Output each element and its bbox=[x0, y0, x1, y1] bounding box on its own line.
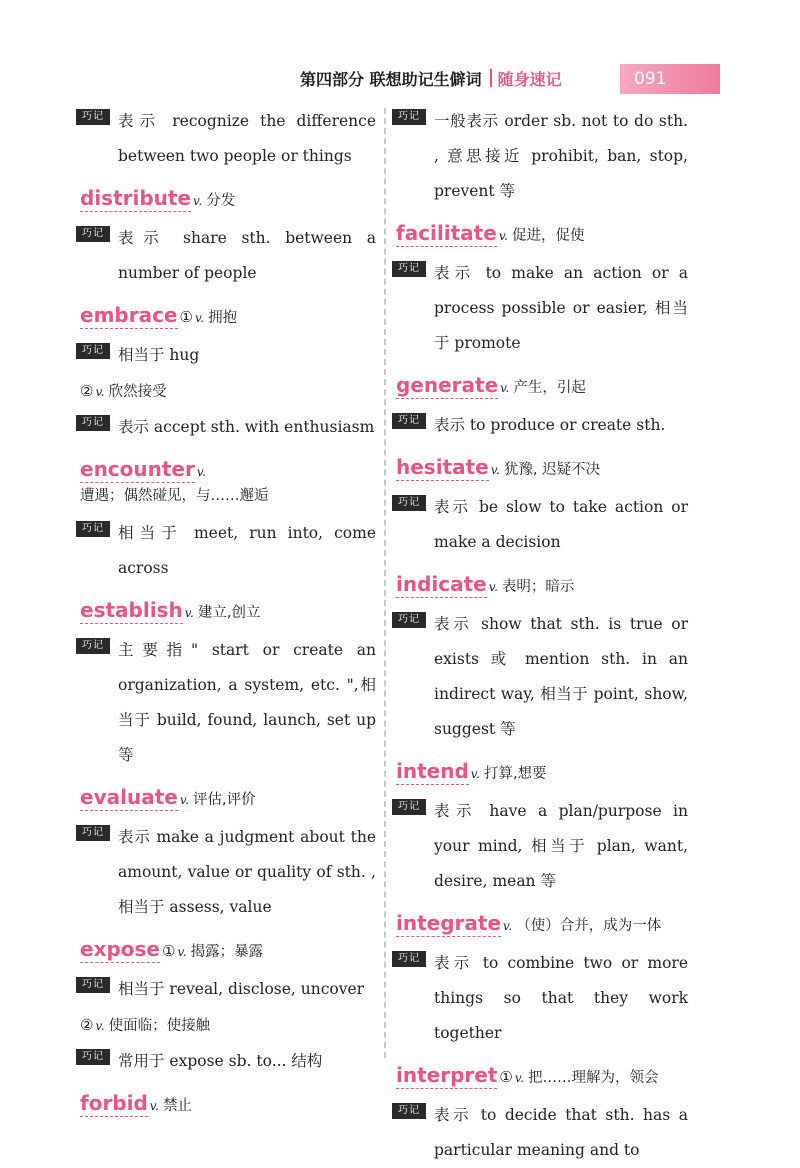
part-of-speech: v. bbox=[194, 311, 205, 325]
sense-number: ② bbox=[80, 382, 94, 400]
definition: 犹豫, 迟疑不决 bbox=[503, 462, 601, 478]
continued-note bbox=[392, 104, 688, 209]
mnemonic-badge-icon: 巧记 bbox=[76, 1049, 110, 1065]
entry-facilitate bbox=[392, 221, 688, 361]
definition: 建立,创立 bbox=[197, 605, 261, 621]
mnemonic-badge-icon: 巧记 bbox=[76, 977, 110, 993]
entry-embrace bbox=[76, 303, 376, 445]
sense-number: ① bbox=[162, 942, 176, 960]
part-of-speech: v. bbox=[470, 767, 480, 781]
headword: interpret bbox=[396, 1063, 498, 1087]
sense-number: ② bbox=[80, 1016, 94, 1034]
part-of-speech: v. bbox=[193, 194, 203, 208]
continued-note bbox=[76, 104, 376, 174]
note-text: 表示 to decide that sth. has a particular meaning and to bbox=[434, 1106, 688, 1159]
note-text: 主要指" start or create an organization, a system, etc. ",相当于 build, found, launch, set up 等 bbox=[118, 641, 376, 764]
headword: forbid bbox=[80, 1091, 148, 1115]
mnemonic-badge-icon: 巧记 bbox=[76, 638, 110, 654]
mnemonic-badge-icon: 巧记 bbox=[392, 261, 426, 277]
headword: embrace bbox=[80, 303, 178, 327]
column-divider bbox=[384, 108, 386, 1058]
definition: 使面临；使接触 bbox=[108, 1018, 211, 1034]
part-of-speech: v. bbox=[500, 381, 510, 395]
definition: 打算,想要 bbox=[483, 766, 547, 782]
mnemonic-badge-icon: 巧记 bbox=[392, 1103, 426, 1119]
header-part-title: 第四部分 联想助记生僻词 bbox=[300, 69, 482, 89]
note-text: 表示 be slow to take action or make a decision bbox=[434, 498, 688, 551]
note-text: 表示 have a plan/purpose in your mind, 相当于 plan, want, desire, mean 等 bbox=[434, 802, 688, 890]
mnemonic-badge-icon: 巧记 bbox=[76, 415, 110, 431]
definition: 把……理解为，领会 bbox=[528, 1070, 659, 1086]
mnemonic-badge-icon: 巧记 bbox=[392, 495, 426, 511]
left-column bbox=[76, 104, 376, 1126]
mnemonic-badge-icon: 巧记 bbox=[76, 343, 110, 359]
definition: 拥抱 bbox=[208, 310, 238, 326]
note-text: 表示 recognize the difference between two people or things bbox=[118, 112, 376, 165]
note-text: 表示 to combine two or more things so that they work together bbox=[434, 954, 688, 1042]
headword: intend bbox=[396, 759, 469, 783]
note-text: 表示 accept sth. with enthusiasm bbox=[118, 418, 375, 436]
headword: evaluate bbox=[80, 785, 178, 809]
entry-evaluate bbox=[76, 785, 376, 925]
header-series-title: 随身速记 bbox=[497, 69, 562, 89]
entry-indicate bbox=[392, 572, 688, 747]
note-text: 相当于 reveal, disclose, uncover bbox=[118, 980, 365, 998]
definition: 欣然接受 bbox=[108, 384, 167, 400]
note-text: 表示 share sth. between a number of people bbox=[118, 229, 376, 282]
part-of-speech: v. bbox=[179, 793, 189, 807]
definition: 分发 bbox=[206, 193, 236, 209]
entry-intend bbox=[392, 759, 688, 899]
entry-expose bbox=[76, 937, 376, 1079]
entry-generate bbox=[392, 373, 688, 443]
note-text: 相当于 meet, run into, come across bbox=[118, 524, 376, 577]
entry-interpret bbox=[392, 1063, 688, 1168]
definition: 揭露；暴露 bbox=[190, 944, 264, 960]
definition: 促进，促使 bbox=[511, 228, 585, 244]
note-text: 一般表示 order sb. not to do sth. , 意思接近 prohibit, ban, stop, prevent 等 bbox=[434, 112, 688, 200]
right-column bbox=[392, 104, 688, 1168]
headword: encounter bbox=[80, 457, 195, 481]
note-text: 表示 to make an action or a process possible or easier, 相当于 promote bbox=[434, 264, 688, 352]
mnemonic-badge-icon: 巧记 bbox=[392, 612, 426, 628]
definition: （使）合并，成为一体 bbox=[516, 918, 662, 934]
mnemonic-badge-icon: 巧记 bbox=[76, 226, 110, 242]
header-divider bbox=[490, 69, 492, 87]
note-text: 表示 show that sth. is true or exists 或 mention sth. in an indirect way, 相当于 point, show, suggest 等 bbox=[434, 615, 688, 738]
part-of-speech: v. bbox=[95, 1019, 105, 1033]
sense-number: ① bbox=[499, 1068, 513, 1086]
part-of-speech: v. bbox=[149, 1099, 159, 1113]
note-text: 表示 to produce or create sth. bbox=[434, 416, 666, 434]
part-of-speech: v. bbox=[95, 385, 105, 399]
mnemonic-badge-icon: 巧记 bbox=[392, 799, 426, 815]
definition: 遭遇；偶然碰见，与……邂逅 bbox=[80, 488, 269, 504]
part-of-speech: v. bbox=[490, 463, 500, 477]
page-number-tab bbox=[620, 64, 720, 94]
definition: 表明；暗示 bbox=[501, 579, 575, 595]
mnemonic-badge-icon: 巧记 bbox=[76, 521, 110, 537]
headword: expose bbox=[80, 937, 160, 961]
entry-forbid bbox=[76, 1091, 376, 1118]
part-of-speech: v. bbox=[498, 229, 508, 243]
mnemonic-badge-icon: 巧记 bbox=[392, 413, 426, 429]
entry-hesitate bbox=[392, 455, 688, 560]
definition: 评估,评价 bbox=[192, 792, 256, 808]
part-of-speech: v. bbox=[514, 1071, 525, 1085]
mnemonic-badge-icon: 巧记 bbox=[76, 825, 110, 841]
mnemonic-badge-icon: 巧记 bbox=[392, 109, 426, 125]
note-text: 表示 make a judgment about the amount, value or quality of sth. , 相当于 assess, value bbox=[118, 828, 376, 916]
headword: establish bbox=[80, 598, 183, 622]
headword: generate bbox=[396, 373, 499, 397]
entry-distribute bbox=[76, 186, 376, 291]
entry-integrate bbox=[392, 911, 688, 1051]
note-text: 常用于 expose sb. to... 结构 bbox=[118, 1052, 323, 1070]
sense-number: ① bbox=[179, 308, 193, 326]
headword: integrate bbox=[396, 911, 502, 935]
part-of-speech: v. bbox=[503, 919, 513, 933]
definition: 禁止 bbox=[162, 1098, 192, 1114]
part-of-speech: v. bbox=[184, 606, 194, 620]
headword: distribute bbox=[80, 186, 192, 210]
part-of-speech: v. bbox=[488, 580, 498, 594]
entry-establish bbox=[76, 598, 376, 773]
headword: hesitate bbox=[396, 455, 489, 479]
page-number: 091 bbox=[634, 69, 667, 89]
headword: indicate bbox=[396, 572, 487, 596]
note-text: 相当于 hug bbox=[118, 346, 200, 364]
mnemonic-badge-icon: 巧记 bbox=[76, 109, 110, 125]
part-of-speech: v. bbox=[177, 945, 187, 959]
entry-encounter bbox=[76, 457, 376, 586]
headword: facilitate bbox=[396, 221, 497, 245]
running-header bbox=[300, 66, 562, 90]
definition: 产生，引起 bbox=[513, 380, 586, 396]
mnemonic-badge-icon: 巧记 bbox=[392, 951, 426, 967]
part-of-speech: v. bbox=[196, 465, 207, 479]
